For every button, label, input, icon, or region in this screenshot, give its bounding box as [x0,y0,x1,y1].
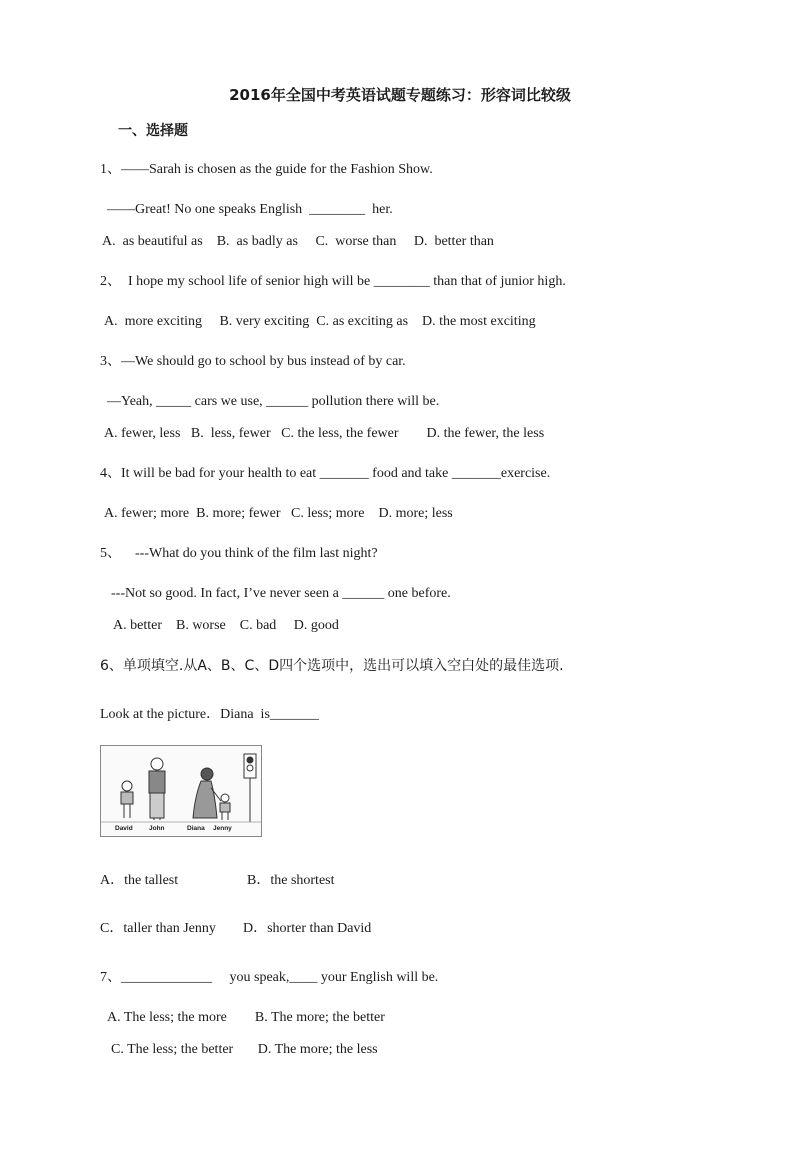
david-figure [121,781,133,818]
q5-options: A. better B. worse C. bad D. good [113,618,339,633]
picture-name-jenny: Jenny [213,825,232,832]
section-heading: 一、选择题 [118,123,188,139]
q5-reply: ---Not so good. In fact, I’ve never seen a ______ one before. [111,586,451,601]
picture-name-john: John [149,825,165,832]
q6-stem: 6、单项填空.从A、B、C、D四个选项中，选出可以填入空白处的最佳选项. [100,658,564,674]
q3-reply: —Yeah, _____ cars we use, ______ pollution there will be. [107,394,440,409]
q6-prompt: Look at the picture．Diana is_______ [100,707,319,722]
q2-stem: 2、 I hope my school life of senior high will be ________ than that of junior high. [100,274,566,289]
q1-reply: ——Great! No one speaks English ________ her. [107,202,393,217]
q4-stem: 4、It will be bad for your health to eat _______ food and take _______exercise. [100,466,551,481]
q1-stem: 1、——Sarah is chosen as the guide for the Fashion Show. [100,162,433,177]
traffic-light [244,754,256,822]
john-figure [149,758,165,820]
q5-stem: 5、 ---What do you think of the film last night? [100,546,378,561]
jenny-figure [220,794,230,820]
q3-options: A. fewer, less B. less, fewer C. the less, the fewer D. the fewer, the less [104,426,545,441]
q7-options-row1: A. The less; the more B. The more; the better [107,1010,385,1025]
picture-name-diana: Diana [187,825,205,832]
diana-figure [193,768,221,818]
question-picture [100,745,262,837]
q3-stem: 3、—We should go to school by bus instead of by car. [100,354,406,369]
q6-option-c: C．taller than Jenny [100,921,216,936]
q6-option-d: D．shorter than David [243,921,372,936]
page-title: 2016年全国中考英语试题专题练习：形容词比较级 [229,86,571,104]
q2-options: A. more exciting B. very exciting C. as exciting as D. the most exciting [104,314,536,329]
q6-option-b: B．the shortest [247,873,335,888]
q7-options-row2: C. The less; the better D. The more; the less [111,1042,378,1057]
family-illustration [101,746,261,836]
q6-option-a: A．the tallest [100,873,179,888]
q4-options: A. fewer; more B. more; fewer C. less; more D. more; less [104,506,453,521]
q1-options: A. as beautiful as B. as badly as C. worse than D. better than [102,234,494,249]
picture-name-david: David [115,825,133,832]
q7-stem: 7、_____________ you speak,____ your English will be. [100,970,439,985]
